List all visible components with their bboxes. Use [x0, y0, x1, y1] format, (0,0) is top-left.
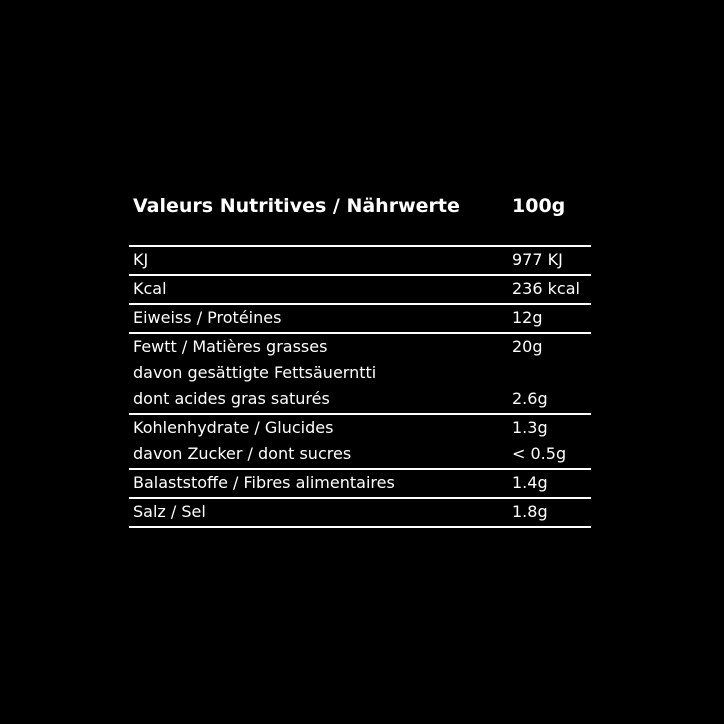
nutrient-name: Fewtt / Matières grasses: [133, 337, 328, 356]
nutrient-value: 12g: [512, 308, 543, 327]
table-row: [129, 415, 591, 441]
table-row: [129, 305, 591, 331]
header-title: Valeurs Nutritives / Nährwerte: [133, 195, 460, 217]
nutrient-value: 1.4g: [512, 473, 548, 492]
table-row: [129, 247, 591, 273]
nutrient-value: < 0.5g: [512, 444, 567, 463]
row-group-salt: [129, 499, 591, 528]
table-row: [129, 441, 591, 467]
table-row: [129, 334, 591, 360]
nutrient-value: 2.6g: [512, 389, 548, 408]
nutrient-value: 977 KJ: [512, 250, 563, 269]
table-row: [129, 386, 591, 412]
row-group-carbohydrates: [129, 415, 591, 470]
nutrient-name: Eiweiss / Protéines: [133, 308, 282, 327]
table-row: [129, 470, 591, 496]
table-header: [133, 193, 593, 219]
table-row: [129, 499, 591, 525]
nutrient-name: davon gesättigte Fettsäuerntti: [133, 363, 377, 382]
row-group-fat: [129, 334, 591, 415]
header-per-amount: 100g: [512, 195, 566, 217]
nutrient-value: 20g: [512, 337, 543, 356]
nutrient-name: KJ: [133, 250, 149, 269]
nutrient-name: Salz / Sel: [133, 502, 206, 521]
nutrient-value: 1.3g: [512, 418, 548, 437]
nutrient-name: Kcal: [133, 279, 167, 298]
row-group-energy-kj: [129, 247, 591, 276]
row-group-energy-kcal: [129, 276, 591, 305]
nutrient-name: Kohlenhydrate / Glucides: [133, 418, 334, 437]
nutrient-name: dont acides gras saturés: [133, 389, 330, 408]
row-group-fibre: [129, 470, 591, 499]
table-row: [129, 276, 591, 302]
table-row: [129, 360, 591, 386]
nutrient-value: 1.8g: [512, 502, 548, 521]
nutrient-name: davon Zucker / dont sucres: [133, 444, 352, 463]
nutrient-name: Balaststoffe / Fibres alimentaires: [133, 473, 395, 492]
row-group-protein: [129, 305, 591, 334]
nutrition-table: [129, 245, 591, 528]
nutrient-value: 236 kcal: [512, 279, 580, 298]
